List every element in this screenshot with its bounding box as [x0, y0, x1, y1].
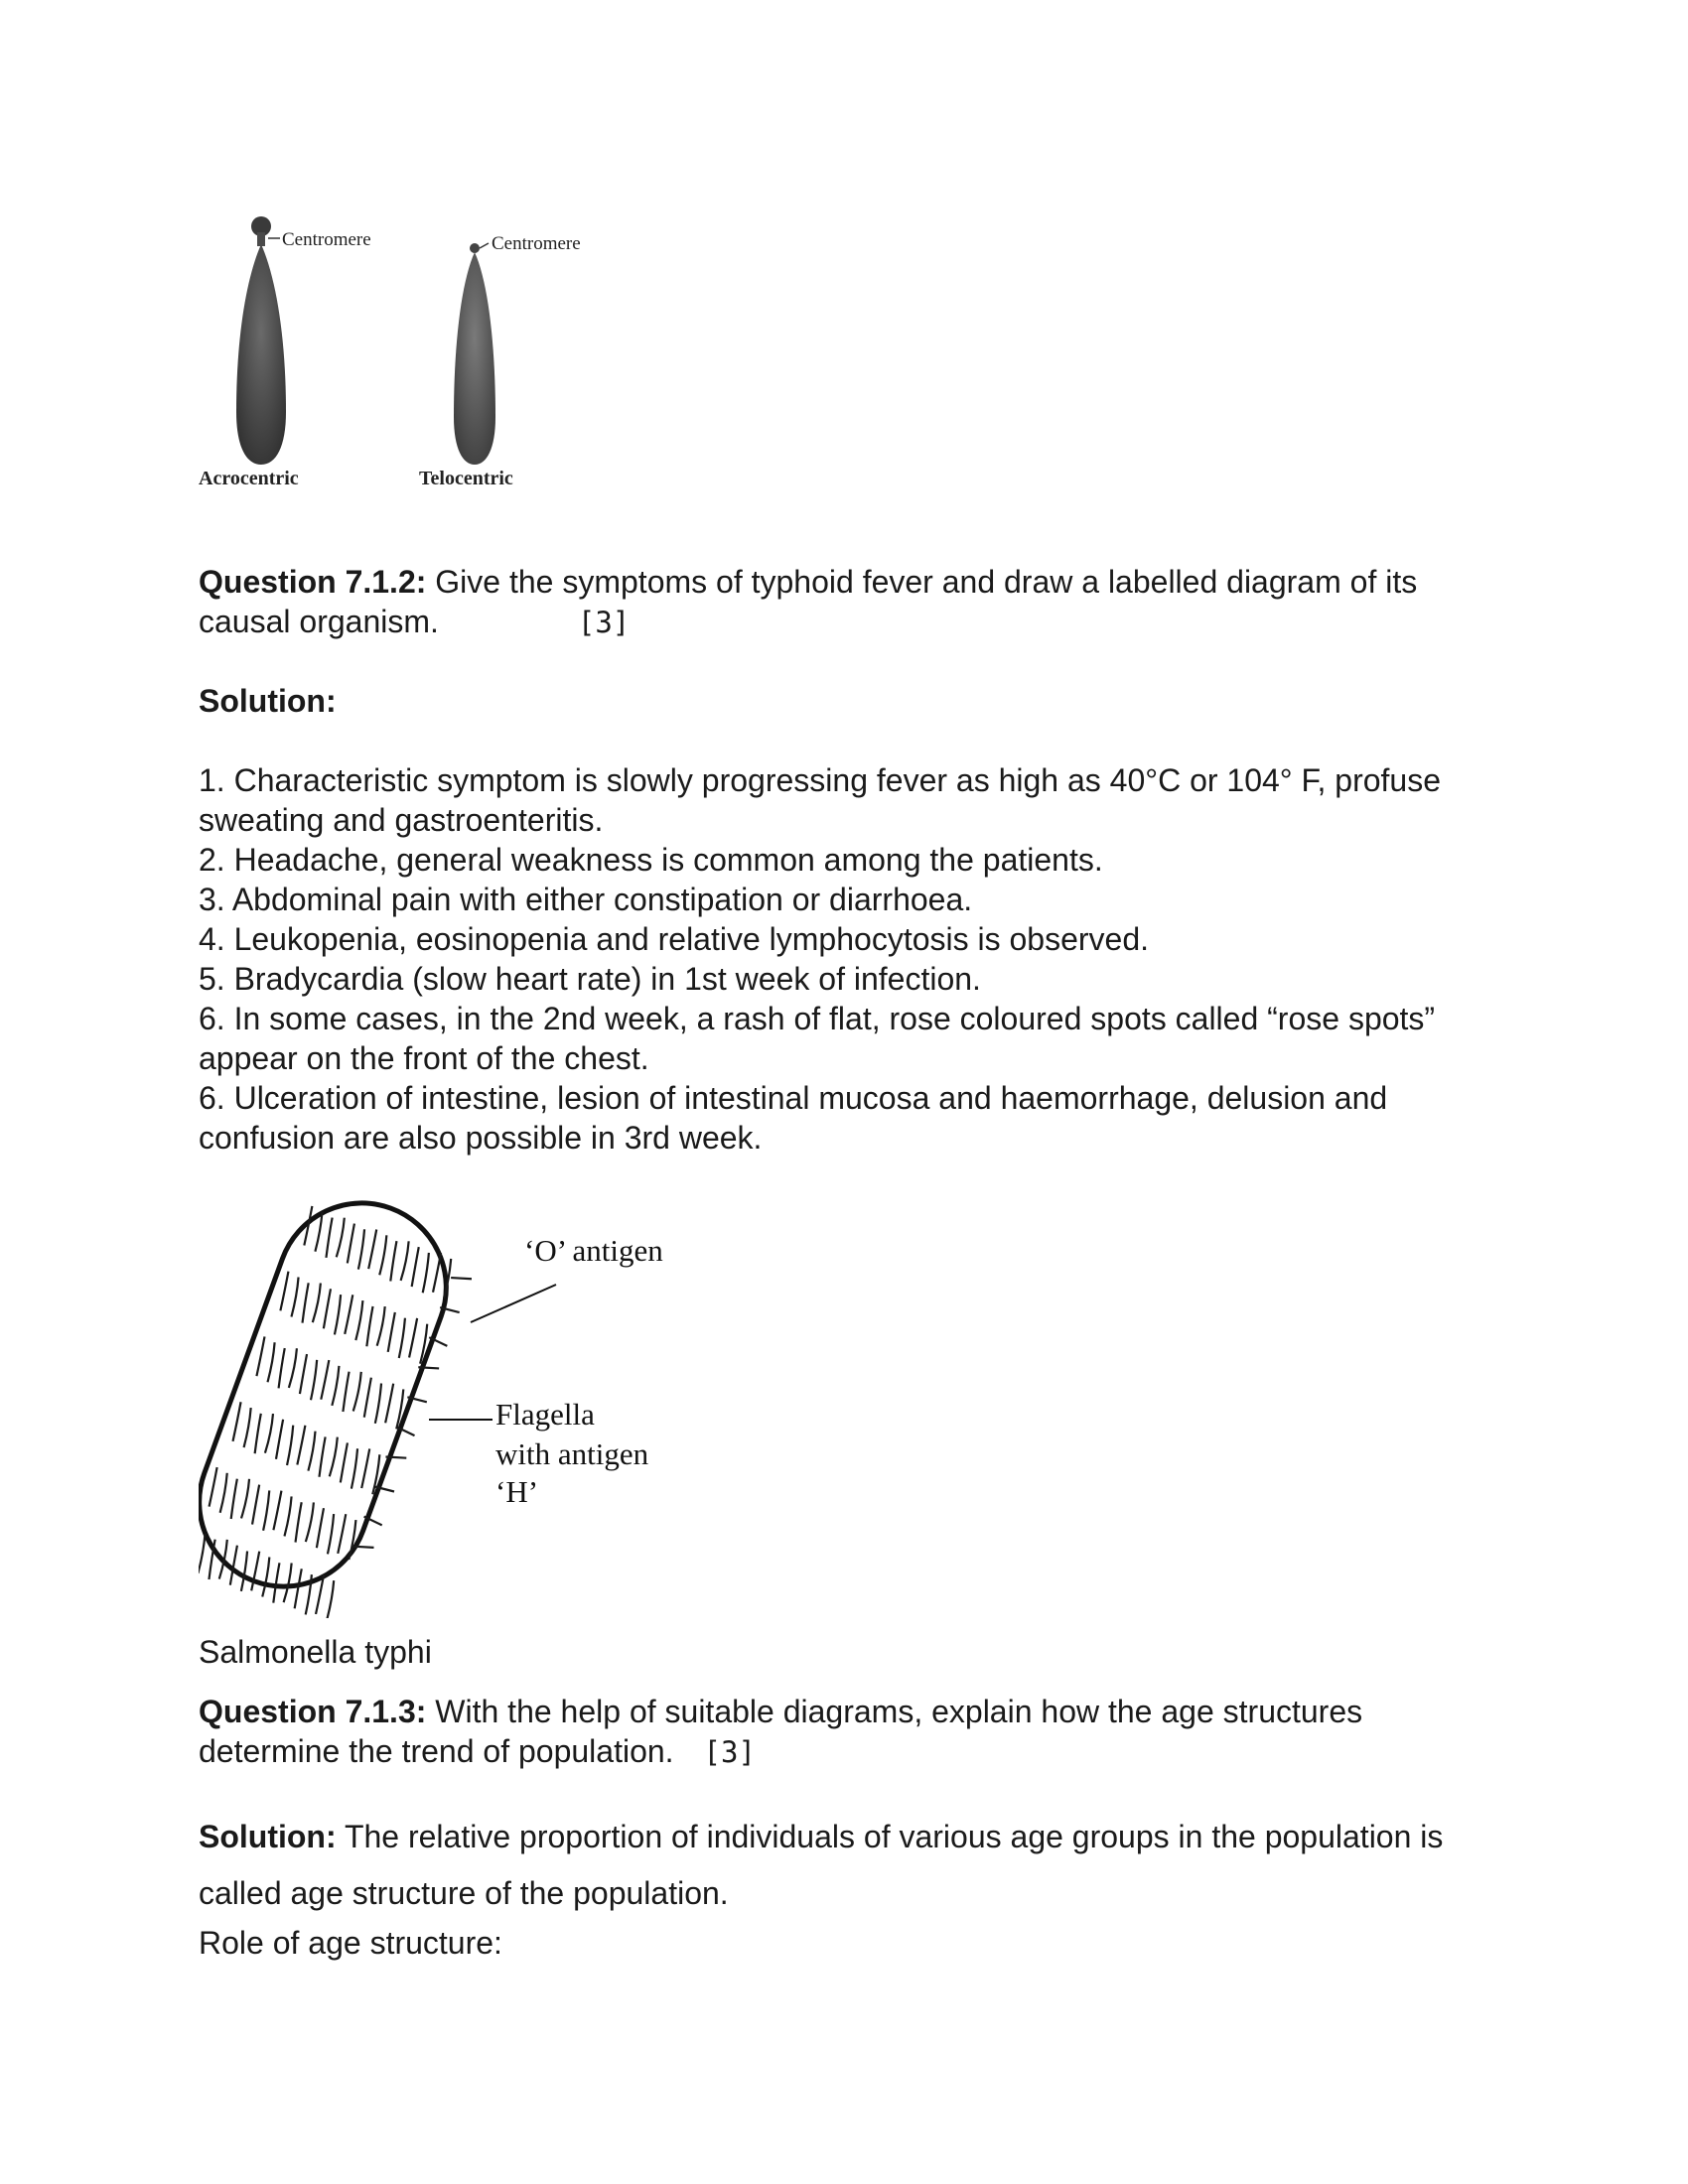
flagellum-stroke: [237, 1408, 257, 1447]
salmonella-figure: [199, 1181, 715, 1618]
role-heading: Role of age structure:: [199, 1925, 502, 1961]
flagellum-stroke: [326, 1366, 346, 1406]
flagellum-stroke: [235, 1479, 254, 1519]
flagellum-stroke: [213, 1473, 233, 1513]
question-7-1-3: [199, 1692, 1489, 1772]
flagellum-stroke: [363, 1230, 382, 1270]
flagellum-stroke: [350, 1300, 369, 1340]
flagellum-stroke: [278, 1563, 297, 1602]
flagellum-stroke: [333, 1514, 352, 1554]
flagellum-stroke: [371, 1306, 390, 1346]
flagellum-stroke: [300, 1502, 319, 1542]
figure-caption: Salmonella typhi: [199, 1634, 432, 1670]
flagella-label-line2: with antigen: [495, 1436, 649, 1471]
list-item: 6. In some cases, in the 2nd week, a rash of flat, rose coloured spots called “rose spots” appear on the front of the chest.: [199, 1001, 1436, 1076]
list-item: 4. Leukopenia, eosinopenia and relative lymphocytosis is observed.: [199, 921, 1150, 957]
flagellum-stroke: [259, 1414, 278, 1453]
question-label: Question 7.1.3:: [199, 1694, 427, 1729]
solution-heading: Solution:: [199, 683, 337, 719]
flagella-lines: [199, 1206, 477, 1618]
marks-badge: [3]: [703, 1735, 756, 1769]
list-item: 3. Abdominal pain with either constipation or diarrhoea.: [199, 882, 973, 917]
question-7-1-2: [199, 562, 1489, 642]
flagellum-stroke: [278, 1496, 298, 1536]
flagellum-stroke: [331, 1218, 350, 1258]
centromere-label-right: Centromere: [492, 233, 581, 254]
flagellum-stroke: [302, 1432, 322, 1471]
list-item: 5. Bradycardia (slow heart rate) in 1st week of infection.: [199, 961, 981, 997]
list-item: 2. Headache, general weakness is common among the patients.: [199, 842, 1103, 878]
marks-badge: [3]: [577, 606, 631, 639]
flagellum-stroke: [316, 1360, 335, 1400]
flagella-label-line1: Flagella: [495, 1397, 595, 1432]
list-item: 6. Ulceration of intestine, lesion of intestinal mucosa and haemorrhage, delusion and confusion are also possible in 3rd week.: [199, 1080, 1388, 1156]
question-text: Give the symptoms of typhoid fever and draw a labelled diagram of its causal organism.: [199, 564, 1418, 639]
flagellum-stroke: [451, 1272, 472, 1284]
o-antigen-label: ‘O’ antigen: [524, 1233, 663, 1268]
question-label: Question 7.1.2:: [199, 564, 427, 600]
solution-text: The relative proportion of individuals of various age groups in the population is called age structure of the population.: [199, 1819, 1444, 1911]
solution-label: Solution:: [199, 1819, 337, 1854]
solution-7-1-3: [199, 1809, 1489, 1922]
flagellum-stroke: [292, 1426, 311, 1465]
flagellum-stroke: [356, 1448, 375, 1488]
flagellum-stroke: [320, 1580, 340, 1618]
flagellum-stroke: [307, 1283, 326, 1322]
telocentric-label: Telocentric: [419, 468, 513, 489]
flagellum-stroke: [348, 1372, 366, 1412]
flagellum-stroke: [256, 1558, 276, 1597]
telocentric-chromosome: [454, 243, 495, 465]
flagellum-stroke: [283, 1348, 302, 1388]
flagellum-stroke: [340, 1295, 358, 1334]
flagellum-stroke: [285, 1277, 305, 1316]
flagellum-stroke: [324, 1437, 343, 1477]
flagellum-stroke: [403, 1318, 422, 1358]
chromosome-figure: [199, 199, 635, 516]
symptom-list: [199, 760, 1489, 1158]
flagellum-stroke: [268, 1491, 287, 1531]
flagellum-stroke: [373, 1235, 393, 1275]
question-text: With the help of suitable diagrams, explain how the age structures determine the trend of population.: [199, 1694, 1363, 1769]
flagellum-stroke: [261, 1342, 281, 1382]
flagellum-stroke: [379, 1384, 398, 1424]
list-item: 1. Characteristic symptom is slowly progressing fever as high as 40°C or 104° F, profuse sweating and gastroenteritis.: [199, 762, 1441, 838]
acrocentric-label: Acrocentric: [199, 468, 299, 489]
flagellum-stroke: [395, 1241, 414, 1281]
acrocentric-chromosome: [236, 216, 286, 465]
flagella-label-line3: ‘H’: [495, 1474, 539, 1509]
centromere-label-left: Centromere: [282, 229, 371, 250]
